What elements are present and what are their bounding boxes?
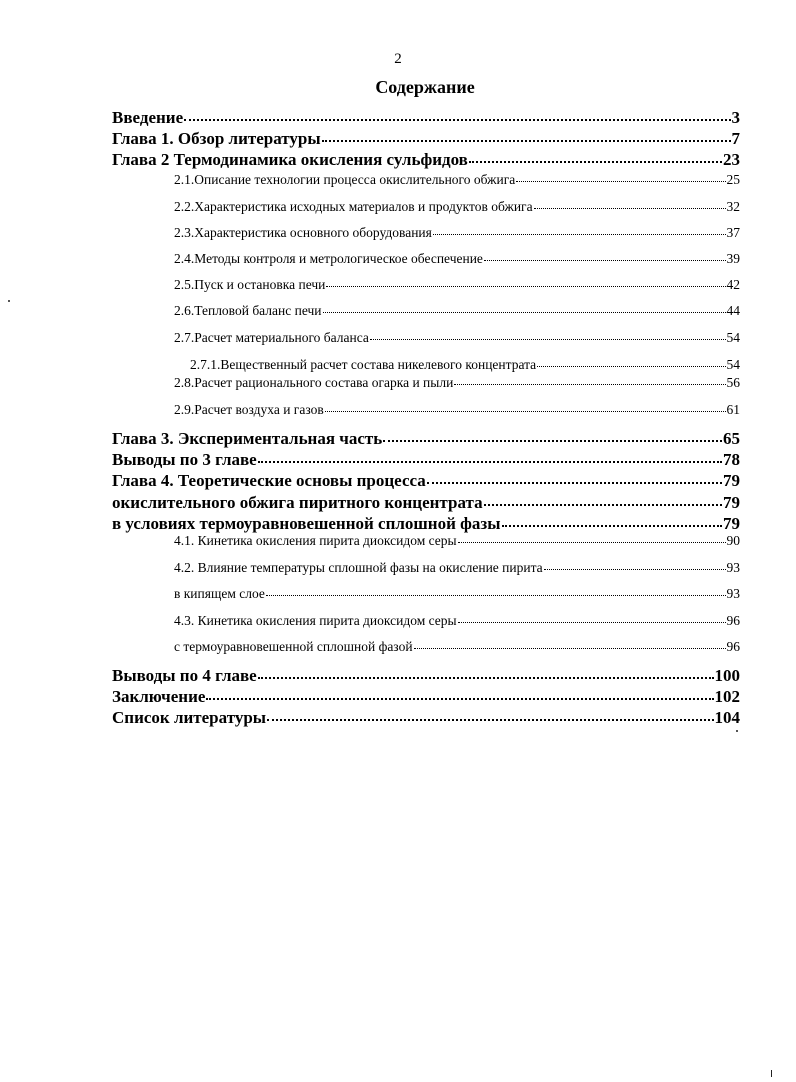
scan-speck [8, 300, 10, 302]
dot-leader [258, 461, 722, 463]
page-title: Содержание [375, 77, 475, 97]
dot-leader [184, 119, 730, 121]
toc-entry-page: 7 [731, 129, 740, 148]
toc-entry-page: 32 [726, 199, 740, 214]
toc-entry-2-2 [174, 199, 740, 215]
toc-entry-page: 44 [726, 303, 740, 318]
toc-entry-2-1 [174, 172, 740, 188]
dot-leader [502, 525, 723, 527]
toc-entry-title: 2.8.Расчет рационального состава огарка и пыли [174, 375, 454, 390]
toc-entry-2-5 [174, 277, 740, 293]
toc-entry-page: 39 [726, 251, 740, 266]
toc-entry-conclusions-4 [112, 666, 740, 686]
toc-entry-title: в условиях термоуравновешенной сплошной фазы [112, 514, 501, 533]
toc-entry-title: 2.1.Описание технологии процесса окислительного обжига [174, 172, 516, 187]
toc-entry-page: 102 [714, 687, 740, 706]
toc-entry-title: Глава 3. Экспериментальная часть [112, 429, 383, 448]
scan-edge-mark [771, 1070, 772, 1077]
toc-entry-2-7 [174, 330, 740, 346]
toc-entry-page: 79 [723, 471, 740, 490]
dot-leader [258, 677, 714, 679]
dot-leader [414, 648, 726, 649]
toc-entry-title: Выводы по 4 главе [112, 666, 257, 685]
toc-entry-4-2 [174, 560, 740, 576]
toc-entry-title: в кипящем слое [174, 586, 265, 601]
toc-entry-2-7-1 [190, 357, 740, 373]
toc-entry-title: 4.2. Влияние температуры сплошной фазы на окисление пирита [174, 560, 543, 575]
dot-leader [534, 208, 726, 209]
toc-entry-title: Заключение [112, 687, 206, 706]
toc-entry-title: 2.7.Расчет материального баланса [174, 330, 369, 345]
toc-entry-page: 61 [726, 402, 740, 417]
toc-entry-title: 2.4.Методы контроля и метрологическое обеспечение [174, 251, 483, 266]
dot-leader [537, 366, 725, 367]
toc-entry-chapter-4-line-3 [112, 514, 740, 534]
toc-entry-page: 96 [726, 613, 740, 628]
dot-leader [458, 542, 726, 543]
toc-entry-2-3 [174, 225, 740, 241]
toc-entry-page: 56 [726, 375, 740, 390]
page-number: 2 [394, 51, 402, 67]
toc-entry-page: 104 [714, 708, 740, 727]
dot-leader [454, 384, 725, 385]
toc-entry-page: 100 [714, 666, 740, 685]
toc-entry-title: Список литературы [112, 708, 267, 727]
dot-leader [206, 698, 713, 700]
dot-leader [484, 504, 722, 506]
toc-entry-4-2-line-2 [174, 586, 740, 602]
toc-entry-title: 2.5.Пуск и остановка печи [174, 277, 326, 292]
toc-entry-title: окислительного обжига пиритного концентрата [112, 493, 483, 512]
dot-leader [383, 440, 722, 442]
scan-speck [736, 730, 738, 732]
toc-entry-2-4 [174, 251, 740, 267]
toc-entry-title: 2.2.Характеристика исходных материалов и продуктов обжига [174, 199, 533, 214]
toc-entry-4-3 [174, 613, 740, 629]
toc-entry-title: 4.1. Кинетика окисления пирита диоксидом серы [174, 533, 457, 548]
toc-entry-4-3-line-2 [174, 639, 740, 655]
toc-entry-2-9 [174, 402, 740, 418]
dot-leader [469, 161, 722, 163]
dot-leader [325, 411, 726, 412]
toc-entry-4-1 [174, 533, 740, 549]
toc-entry-page: 93 [726, 560, 740, 575]
dot-leader [326, 286, 725, 287]
toc-entry-chapter-1 [112, 129, 740, 149]
toc-entry-title: Глава 1. Обзор литературы [112, 129, 321, 148]
dot-leader [516, 181, 725, 182]
toc-entry-conclusion [112, 687, 740, 707]
dot-leader [458, 622, 726, 623]
toc-entry-2-8 [174, 375, 740, 391]
toc-entry-page: 78 [723, 450, 740, 469]
toc-entry-page: 54 [726, 357, 740, 372]
toc-entry-page: 25 [726, 172, 740, 187]
toc-entry-page: 96 [726, 639, 740, 654]
toc-entry-title: Выводы по 3 главе [112, 450, 257, 469]
toc-entry-chapter-4-line-2 [112, 493, 740, 513]
toc-entry-title: Введение [112, 108, 184, 127]
dot-leader [267, 719, 713, 721]
toc-entry-page: 42 [726, 277, 740, 292]
toc-entry-page: 37 [726, 225, 740, 240]
dot-leader [266, 595, 726, 596]
toc-entry-conclusions-3 [112, 450, 740, 470]
toc-entry-page: 23 [723, 150, 740, 169]
dot-leader [322, 140, 731, 142]
toc-entry-title: Глава 2 Термодинамика окисления сульфидов [112, 150, 468, 169]
toc-entry-page: 79 [723, 514, 740, 533]
toc-entry-chapter-3 [112, 429, 740, 449]
dot-leader [323, 312, 726, 313]
toc-entry-page: 93 [726, 586, 740, 601]
dot-leader [484, 260, 726, 261]
toc-entry-page: 90 [726, 533, 740, 548]
toc-entry-chapter-4 [112, 471, 740, 491]
toc-entry-bibliography [112, 708, 740, 728]
toc-entry-title: 2.9.Расчет воздуха и газов [174, 402, 324, 417]
toc-entry-title: Глава 4. Теоретические основы процесса [112, 471, 426, 490]
toc-entry-title: 4.3. Кинетика окисления пирита диоксидом серы [174, 613, 457, 628]
toc-entry-title: 2.6.Тепловой баланс печи [174, 303, 322, 318]
toc-entry-2-6 [174, 303, 740, 319]
toc-entry-page: 54 [726, 330, 740, 345]
toc-entry-page: 3 [731, 108, 740, 127]
dot-leader [427, 482, 722, 484]
dot-leader [544, 569, 726, 570]
dot-leader [370, 339, 726, 340]
toc-entry-title: 2.7.1.Вещественный расчет состава никелевого концентрата [190, 357, 537, 372]
toc-entry-chapter-2 [112, 150, 740, 170]
toc-entry-title: с термоуравновешенной сплошной фазой [174, 639, 413, 654]
dot-leader [433, 234, 726, 235]
toc-entry-page: 65 [723, 429, 740, 448]
toc-entry-introduction [112, 108, 740, 128]
toc-entry-title: 2.3.Характеристика основного оборудования [174, 225, 432, 240]
toc-entry-page: 79 [723, 493, 740, 512]
